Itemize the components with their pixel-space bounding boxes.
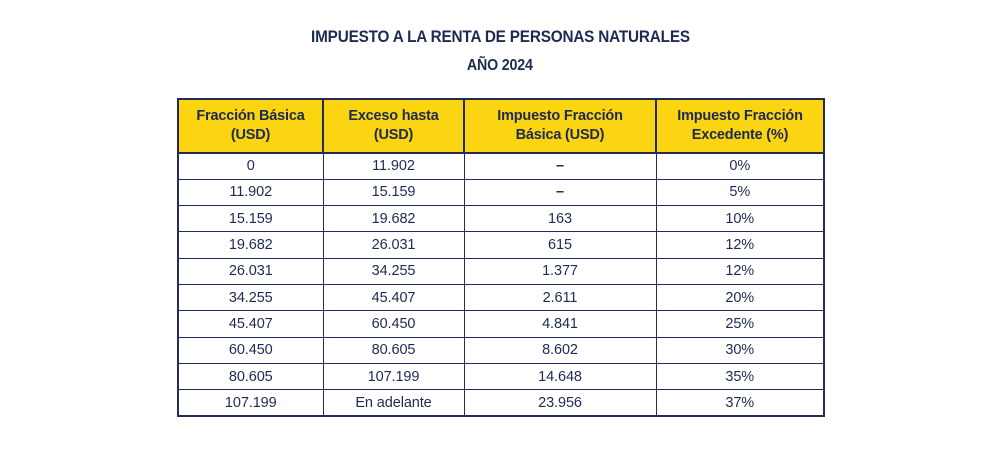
table-row xyxy=(178,179,824,205)
cell-fraccion-basica: 45.407 xyxy=(178,311,323,337)
cell-fraccion-basica: 34.255 xyxy=(178,284,323,310)
column-header-impuesto-fraccion-basica: Impuesto Fracción Básica (USD) xyxy=(464,99,656,153)
cell-fraccion-basica: 26.031 xyxy=(178,258,323,284)
cell-fraccion-basica: 60.450 xyxy=(178,337,323,363)
column-header-exceso-hasta: Exceso hasta (USD) xyxy=(323,99,464,153)
cell-impuesto-fraccion-basica: – xyxy=(464,179,656,205)
page-subtitle xyxy=(0,57,1000,75)
tax-table-container xyxy=(177,98,823,417)
table-row xyxy=(178,258,824,284)
cell-impuesto-excedente: 30% xyxy=(656,337,824,363)
cell-impuesto-fraccion-basica: 615 xyxy=(464,232,656,258)
table-row xyxy=(178,206,824,232)
table-row xyxy=(178,390,824,416)
cell-exceso-hasta: 60.450 xyxy=(323,311,464,337)
cell-exceso-hasta: 15.159 xyxy=(323,179,464,205)
cell-impuesto-fraccion-basica: 4.841 xyxy=(464,311,656,337)
table-row xyxy=(178,337,824,363)
cell-impuesto-fraccion-basica: 2.611 xyxy=(464,284,656,310)
cell-fraccion-basica: 80.605 xyxy=(178,363,323,389)
table-row xyxy=(178,153,824,179)
cell-impuesto-fraccion-basica: 1.377 xyxy=(464,258,656,284)
cell-fraccion-basica: 107.199 xyxy=(178,390,323,416)
column-header-fraccion-basica: Fracción Básica (USD) xyxy=(178,99,323,153)
cell-impuesto-excedente: 25% xyxy=(656,311,824,337)
cell-exceso-hasta: 45.407 xyxy=(323,284,464,310)
cell-impuesto-excedente: 12% xyxy=(656,232,824,258)
cell-exceso-hasta: 107.199 xyxy=(323,363,464,389)
cell-fraccion-basica: 11.902 xyxy=(178,179,323,205)
cell-fraccion-basica: 19.682 xyxy=(178,232,323,258)
cell-impuesto-fraccion-basica: – xyxy=(464,153,656,179)
cell-fraccion-basica: 15.159 xyxy=(178,206,323,232)
table-body xyxy=(178,153,824,416)
tax-brackets-table xyxy=(177,98,825,417)
cell-impuesto-excedente: 20% xyxy=(656,284,824,310)
cell-exceso-hasta: 34.255 xyxy=(323,258,464,284)
table-row xyxy=(178,232,824,258)
table-row xyxy=(178,363,824,389)
cell-exceso-hasta: 80.605 xyxy=(323,337,464,363)
cell-exceso-hasta: 19.682 xyxy=(323,206,464,232)
page-header xyxy=(0,0,1000,75)
cell-impuesto-excedente: 0% xyxy=(656,153,824,179)
cell-impuesto-excedente: 5% xyxy=(656,179,824,205)
cell-impuesto-excedente: 12% xyxy=(656,258,824,284)
page-subtitle-text: AÑO 2024 xyxy=(467,57,533,74)
cell-exceso-hasta: 26.031 xyxy=(323,232,464,258)
column-header-impuesto-fraccion-excedente: Impuesto Fracción Excedente (%) xyxy=(656,99,824,153)
page-title: IMPUESTO A LA RENTA DE PERSONAS NATURALES xyxy=(310,27,690,46)
table-row xyxy=(178,284,824,310)
cell-impuesto-excedente: 35% xyxy=(656,363,824,389)
cell-impuesto-fraccion-basica: 163 xyxy=(464,206,656,232)
cell-impuesto-fraccion-basica: 8.602 xyxy=(464,337,656,363)
cell-impuesto-excedente: 10% xyxy=(656,206,824,232)
table-header-row xyxy=(178,99,824,153)
cell-fraccion-basica: 0 xyxy=(178,153,323,179)
cell-exceso-hasta: En adelante xyxy=(323,390,464,416)
table-row xyxy=(178,311,824,337)
cell-impuesto-fraccion-basica: 23.956 xyxy=(464,390,656,416)
cell-impuesto-excedente: 37% xyxy=(656,390,824,416)
cell-exceso-hasta: 11.902 xyxy=(323,153,464,179)
cell-impuesto-fraccion-basica: 14.648 xyxy=(464,363,656,389)
